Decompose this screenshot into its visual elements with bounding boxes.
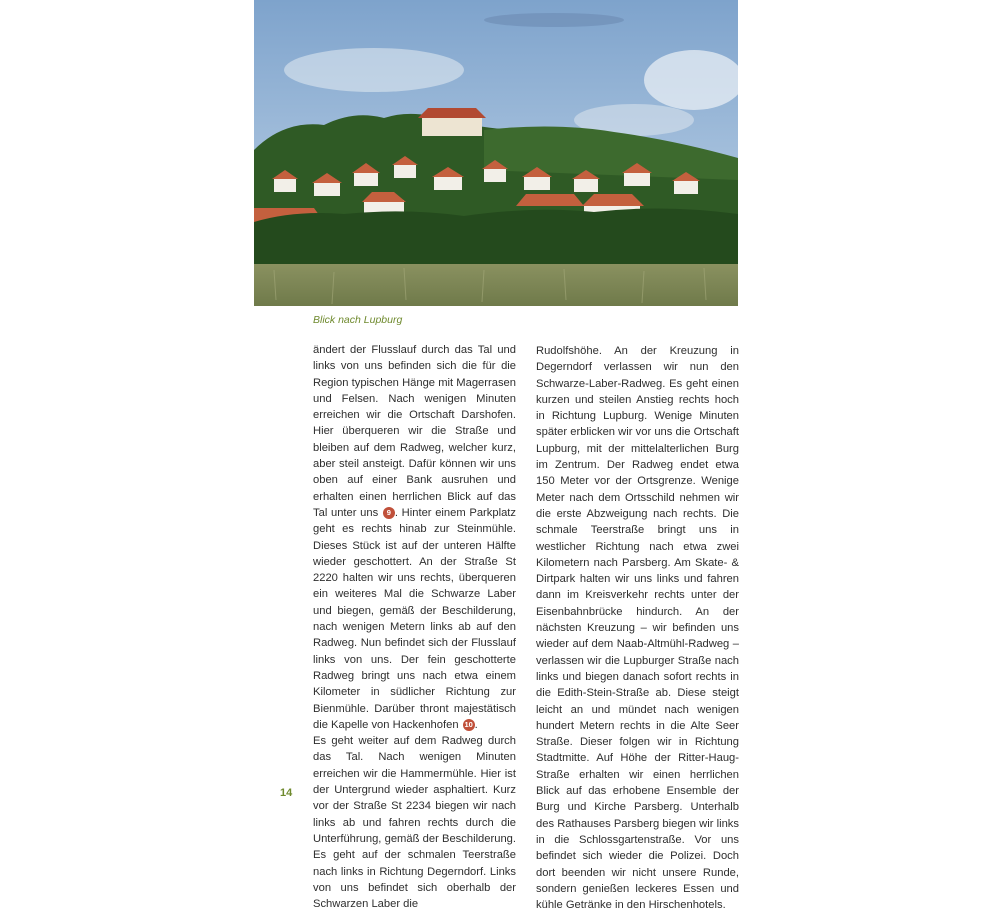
text-column-right [536,343,739,913]
paragraph: Es geht weiter auf dem Radweg durch das Tal. Nach wenigen Minuten erreichen wir die Hammermühle. Hier ist der Untergrund wieder asphaltiert. Kurz vor der Straße St 2234 biegen wir nach links ab und fahren rechts durch die Unterführung, gemäß der Beschilderung. Es geht auf der schmalen Teerstraße nach links in Richtung Degerndorf. Links von uns befindet sich oberhalb der Schwarzen Laber die [313,735,516,911]
text-segment: . Hinter einem Parkplatz geht es rechts hinab zur Steinmühle. Dieses Stück ist auf der unteren Hälfte wieder geschottert. An der Straße St 2220 halten wir uns rechts, überqueren ein weiteres Mal die Schwarze Laber und biegen, gemäß der Beschilderung, nach wenigen Metern links ab auf den Radweg. Nun befindet sich der Flusslauf links von uns. Der fein geschotterte Radweg bringt uns nach etwa einem Kilometer in südlicher Richtung zur Bienmühle. Darüber thront majestätisch die Kapelle von Hackenhofen [313,506,516,731]
photo-caption: Blick nach Lupburg [313,314,403,326]
text-column-left [313,342,516,912]
landscape-photo [254,0,738,306]
text-segment: ändert der Flusslauf durch das Tal und links von uns befinden sich die für die Region typischen Hänge mit Magerrasen und Felsen. Nach wenigen Minuten erreichen wir die Ortschaft Darshofen. Hier überqueren wir die Straße und bleiben auf dem Radweg, welcher kurz, aber steil ansteigt. Dafür können wir uns oben auf einer Bank ausruhen und erhalten einen herrlichen Blick auf das Tal unter uns [313,344,516,519]
page-number: 14 [280,787,293,799]
route-marker-10: 10 [464,719,473,729]
paragraph: Rudolfshöhe. An der Kreuzung in Degerndorf verlassen wir nun den Schwarze-Laber-Radweg. Es geht einen kurzen und steilen Anstieg rechts hoch in Richtung Lupburg. Wenige Minuten später erblicken wir vor uns die Ortschaft Lupburg, mit der mittelalterlichen Burg im Zentrum. Der Radweg endet etwa 150 Meter vor der Ortsgrenze. Wenige Meter nach dem Ortsschild nehmen wir die erste Abzweigung nach rechts. Die schmale Teerstraße bringt uns in westlicher Richtung nach etwa zwei Kilometern nach Parsberg. Am Skate- & Dirtpark halten wir uns links und fahren dann im Kreisverkehr rechts unter der Eisenbahnbrücke hindurch. An der nächsten Kreuzung – wir befinden uns wieder auf dem Naab-Altmühl-Radweg – verlassen wir die Lupburger Straße nach links und biegen danach sofort rechts in die Edith-Stein-Straße ab. Diese steigt leicht an und mündet nach wenigen hundert Metern rechts in die Alte Seer Straße. Dieser folgen wir in Richtung Stadtmitte. Auf Höhe der Ritter-Haug-Straße erhalten wir einen herrlichen Blick auf das erhobene Ensemble der Burg und Kirche Parsberg. Unterhalb des Rathauses Parsberg biegen wir links in die Schlossgartenstraße. Vor uns befindet sich wieder die Polizei. Doch dort beenden wir nicht unsere Runde, sondern genießen leckeres Essen und kühle Getränke in den Hirschenhotels. [536,345,739,912]
paragraph [313,342,516,733]
route-marker-9: 9 [383,507,395,519]
text-segment: . [474,718,478,731]
